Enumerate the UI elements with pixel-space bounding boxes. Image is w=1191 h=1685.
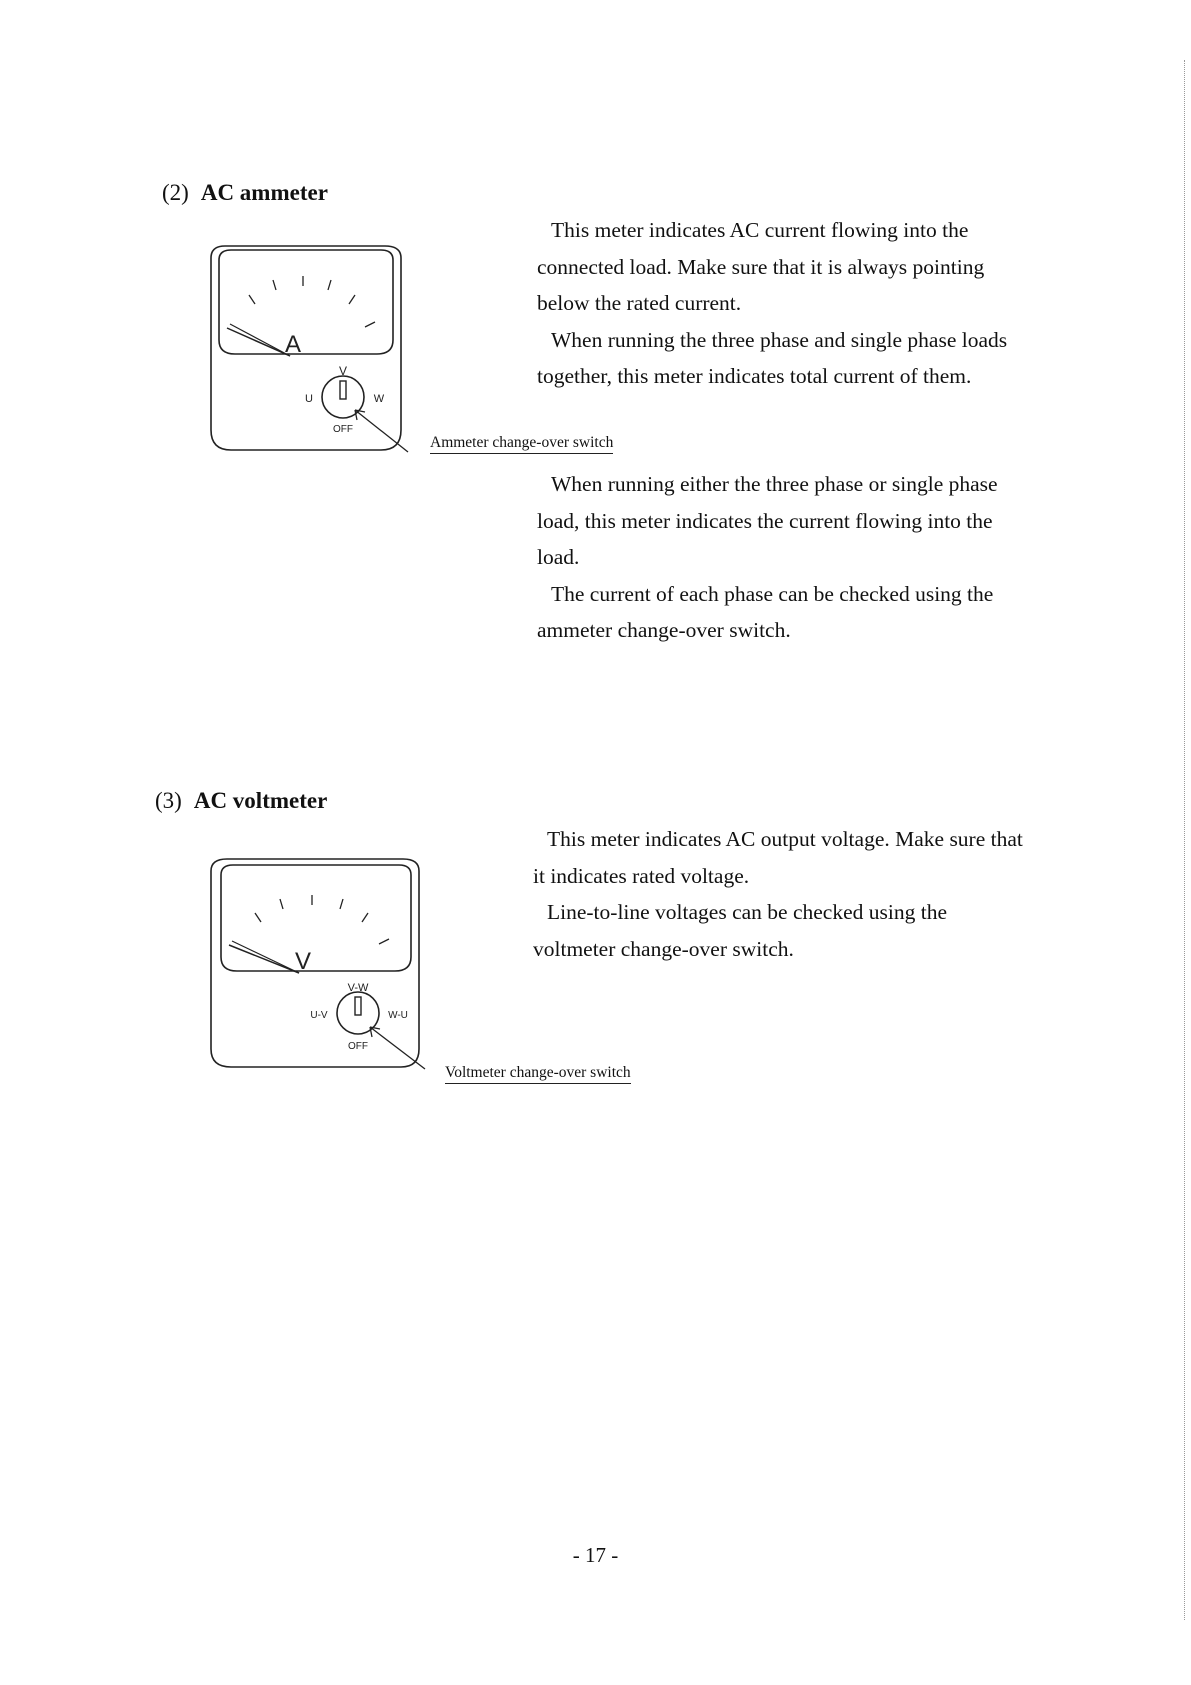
section-number: (3) [155, 788, 182, 813]
page-number: - 17 - [572, 1543, 619, 1567]
section-title: AC voltmeter [193, 788, 328, 813]
switch-left-label: U [305, 393, 313, 405]
page-edge-line [1184, 60, 1185, 1620]
voltmeter-description [533, 821, 1033, 967]
ammeter-switch-callout: Ammeter change-over switch [430, 434, 613, 454]
dial-letter: V [294, 948, 312, 975]
ammeter-description-top [537, 212, 1037, 395]
switch-top-label: V-W [347, 982, 369, 994]
section-heading-ammeter [162, 180, 328, 206]
switch-right-label: W-U [388, 1010, 408, 1021]
switch-left-label: U-V [310, 1010, 328, 1021]
paragraph: The current of each phase can be checked using the ammeter change-over switch. [537, 581, 994, 642]
section-title: AC ammeter [200, 180, 328, 205]
switch-right-label: W [373, 393, 385, 405]
section-heading-voltmeter [155, 788, 327, 814]
paragraph: Line-to-line voltages can be checked using the voltmeter change-over switch. [533, 900, 947, 961]
voltmeter-switch-callout: Voltmeter change-over switch [445, 1064, 631, 1084]
paragraph: When running the three phase and single phase loads together, this meter indicates total current of them. [537, 327, 1008, 388]
dial-letter: A [284, 331, 302, 358]
switch-top-label: V [338, 364, 348, 378]
paragraph: When running either the three phase or single phase load, this meter indicates the current flowing into the load. [537, 472, 998, 569]
paragraph: This meter indicates AC current flowing into the connected load. Make sure that it is always pointing below the rated current. [537, 218, 985, 315]
section-number: (2) [162, 180, 189, 205]
switch-bottom-label: OFF [348, 1041, 368, 1052]
switch-bottom-label: OFF [333, 424, 353, 435]
ammeter-description-bottom [537, 466, 1037, 649]
paragraph: This meter indicates AC output voltage. Make sure that it indicates rated voltage. [533, 827, 1023, 888]
